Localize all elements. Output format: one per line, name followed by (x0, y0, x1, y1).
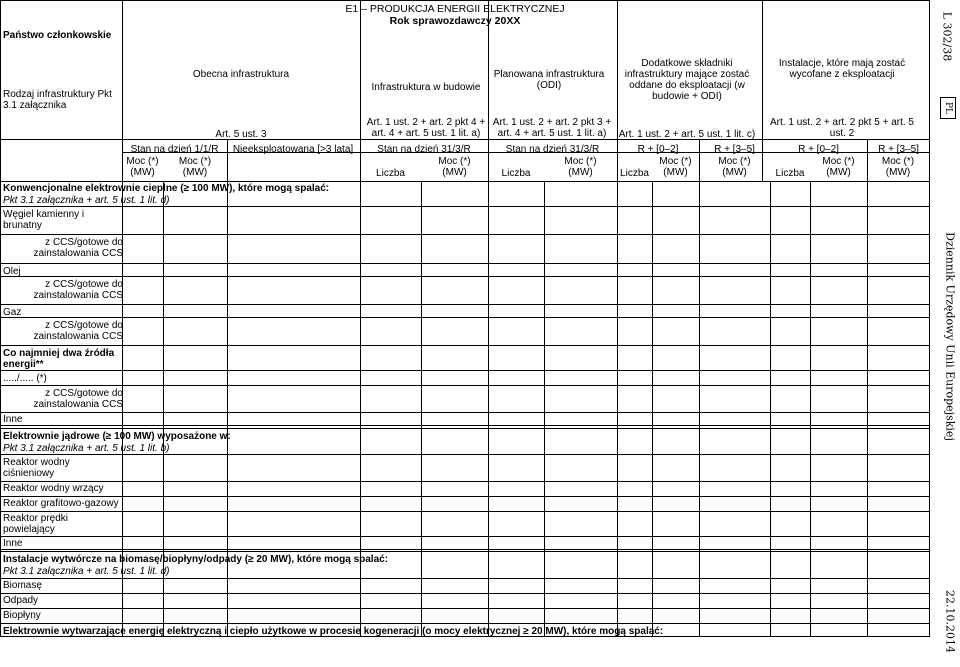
group-additional: Dodatkowe składniki infrastruktury mające zostać oddane do eksploatacji (w budowie + ODI) (624, 58, 750, 102)
column-label-mw: (MW) (182, 167, 208, 178)
grid-line (929, 0, 930, 637)
grid-line (0, 317, 929, 318)
group-building-ref: Art. 1 ust. 2 + art. 2 pkt 4 + art. 4 + art. 5 ust. 1 lit. a) (366, 117, 486, 139)
column-label-moc: Moc (*) (178, 156, 212, 167)
grid-line (488, 181, 489, 636)
table-title: E1 – PRODUKCJA ENERGII ELEKTRYCZNEJ (345, 3, 565, 15)
grid-line (0, 511, 929, 512)
grid-line (0, 206, 929, 207)
group-current-ref: Art. 5 ust. 3 (215, 129, 267, 140)
grid-line (0, 412, 929, 413)
column-unit-moc (163, 156, 227, 178)
grid-line (360, 181, 361, 636)
row-dots-ccs: z CCS/gotowe do zainstalowania CCS (33, 388, 123, 410)
column-label-moc: Moc (*) (822, 156, 855, 167)
column-label-mw: (MW) (442, 167, 467, 178)
column-unit-moc (867, 156, 929, 178)
journal-title: Dziennik Urzędowy Unii Europejskiej (943, 232, 957, 441)
group-additional-ref: Art. 1 ust. 2 + art. 5 ust. 1 lit. c) (618, 129, 756, 140)
grid-line (421, 181, 422, 636)
column-label-moc: Moc (*) (881, 156, 915, 167)
grid-line (227, 181, 228, 636)
grid-line (0, 139, 929, 140)
nuclear-reference: Pkt 3.1 załącznika + art. 5 ust. 1 lit. b) (3, 443, 170, 454)
subheader-1: Stan na dzień 1/1/R (130, 144, 219, 155)
conv-reference: Pkt 3.1 załącznika + art. 5 ust. 1 lit. d) (3, 195, 170, 206)
column-label-moc: Moc (*) (438, 156, 471, 167)
page-number: L 302/38 (940, 11, 954, 62)
column-label-liczba: Liczba (775, 168, 805, 179)
grid-line (0, 0, 929, 1)
column-label-mw: (MW) (663, 167, 688, 178)
row-other-nuclear: Inne (3, 538, 23, 549)
row-coal: Węgiel kamienny i brunatny (3, 209, 85, 231)
subheader-4: Stan na dzień 31/3/R (505, 144, 600, 155)
column-unit-moc (421, 156, 488, 178)
column-label-mw: (MW) (826, 167, 851, 178)
group-planned-ref: Art. 1 ust. 2 + art. 2 pkt 3 + art. 4 + art. 5 ust. 1 lit. a) (492, 117, 612, 139)
column-unit-moc (699, 156, 770, 178)
group-current: Obecna infrastruktura (192, 69, 290, 80)
group-planned: Planowana infrastruktura (ODI) (493, 69, 605, 91)
group-decommission-ref: Art. 1 ust. 2 + art. 2 pkt 5 + art. 5 ust. 2 (770, 117, 914, 139)
grid-line (617, 181, 618, 636)
grid-line (26, 234, 122, 235)
column-label-mw: (MW) (568, 167, 593, 178)
column-label-mw: (MW) (722, 167, 747, 178)
grid-line (0, 496, 929, 497)
grid-line (0, 623, 929, 624)
column-label-mw: (MW) (130, 167, 155, 178)
subheader-3: Stan na dzień 31/3/R (377, 144, 471, 155)
row-bioliquids: Biopłyny (3, 610, 41, 621)
grid-line (0, 536, 929, 537)
subheader-5: R + [0–2] (637, 144, 679, 155)
nuclear-heading: Elektrownie jądrowe (≥ 100 MW) wyposażone w: (3, 431, 231, 442)
grid-line (26, 317, 122, 318)
row-dots: ...../..... (*) (3, 373, 47, 384)
grid-line (0, 263, 929, 264)
column-unit-moc (810, 156, 867, 178)
column-label-liczba: Liczba (620, 168, 649, 179)
column-label-liczba: Liczba (376, 168, 405, 179)
column-unit-moc (652, 156, 699, 178)
grid-line (0, 481, 929, 482)
subheader-6: R + [3–5] (714, 144, 755, 155)
grid-line (0, 304, 929, 305)
row-oil-ccs: z CCS/gotowe do zainstalowania CCS (33, 279, 123, 301)
table-title-block (300, 3, 610, 27)
row-oil: Olej (3, 266, 21, 277)
grid-line (0, 454, 929, 455)
grid-line (0, 370, 929, 371)
grid-line (544, 181, 545, 636)
grid-line (0, 234, 929, 235)
grid-line (867, 181, 868, 636)
publication-date: 22.10.2014 (943, 590, 957, 653)
grid-line (0, 551, 929, 552)
column-label-moc: Moc (*) (564, 156, 597, 167)
conv-heading: Konwencjonalne elektrownie cieplne (≥ 100 MW), które mogą spalać: (3, 183, 330, 194)
column-unit-moc (544, 156, 617, 178)
grid-line (0, 549, 929, 550)
grid-line (0, 428, 929, 429)
row-fast: Reaktor prędki powielający (3, 513, 69, 535)
row-coal-ccs: z CCS/gotowe do zainstalowania CCS (33, 237, 123, 259)
grid-line (0, 345, 929, 346)
subheader-8: R + [3–5] (878, 144, 919, 155)
row-other-conv: Inne (3, 414, 23, 425)
bio-heading: Instalacje wytwórcze na biomasę/biopłyny/odpady (≥ 20 MW), które mogą spalać: (3, 554, 389, 565)
column-label-mw: (MW) (885, 167, 911, 178)
row-two-sources: Co najmniej dwa źródła energii** (3, 348, 115, 370)
grid-line (0, 578, 929, 579)
grid-line (0, 181, 929, 182)
grid-line (770, 181, 771, 636)
column-label-moc: Moc (*) (718, 156, 751, 167)
grid-line (810, 181, 811, 636)
grid-line (26, 276, 122, 277)
language-badge: PL (940, 97, 956, 119)
grid-line (0, 385, 929, 386)
row-biomass: Biomasę (3, 580, 42, 591)
grid-line (699, 181, 700, 636)
row-waste: Odpady (3, 595, 39, 606)
subheader-2: Nieeksploatowana [>3 lata] (232, 144, 354, 155)
group-building: Infrastruktura w budowie (371, 82, 481, 93)
group-decommission: Instalacje, które mają zostać wycofane z eksploatacji (778, 58, 906, 80)
table-subtitle: Rok sprawozdawczy 20XX (389, 15, 521, 27)
infra-type-label: Rodzaj infrastruktury Pkt 3.1 załącznika (3, 89, 112, 111)
row-gas-ccs: z CCS/gotowe do zainstalowania CCS (33, 320, 123, 342)
column-unit-moc (122, 156, 163, 178)
grid-line (0, 608, 929, 609)
grid-line (26, 385, 122, 386)
column-label-liczba: Liczba (501, 168, 531, 179)
row-graphite: Reaktor grafitowo-gazowy (3, 498, 119, 509)
row-bwr: Reaktor wodny wrzący (3, 483, 104, 494)
grid-line (0, 276, 929, 277)
column-label-moc: Moc (*) (659, 156, 692, 167)
row-gas: Gaz (3, 307, 22, 318)
grid-line (652, 181, 653, 636)
member-state-label: Państwo członkowskie (3, 30, 112, 41)
row-pwr: Reaktor wodny ciśnieniowy (3, 457, 70, 479)
chp-heading: Elektrownie wytwarzające energię elektryczną i ciepło użytkowe w procesie kogeneracji (o mocy elektrycznej ≥ 20 MW), które mogą spalać: (3, 626, 664, 637)
grid-line (0, 0, 1, 636)
column-label-moc: Moc (*) (126, 156, 159, 167)
bio-reference: Pkt 3.1 załącznika + art. 5 ust. 1 lit. d) (3, 566, 170, 577)
subheader-7: R + [0–2] (798, 144, 839, 155)
grid-line (0, 425, 929, 426)
grid-line (0, 593, 929, 594)
